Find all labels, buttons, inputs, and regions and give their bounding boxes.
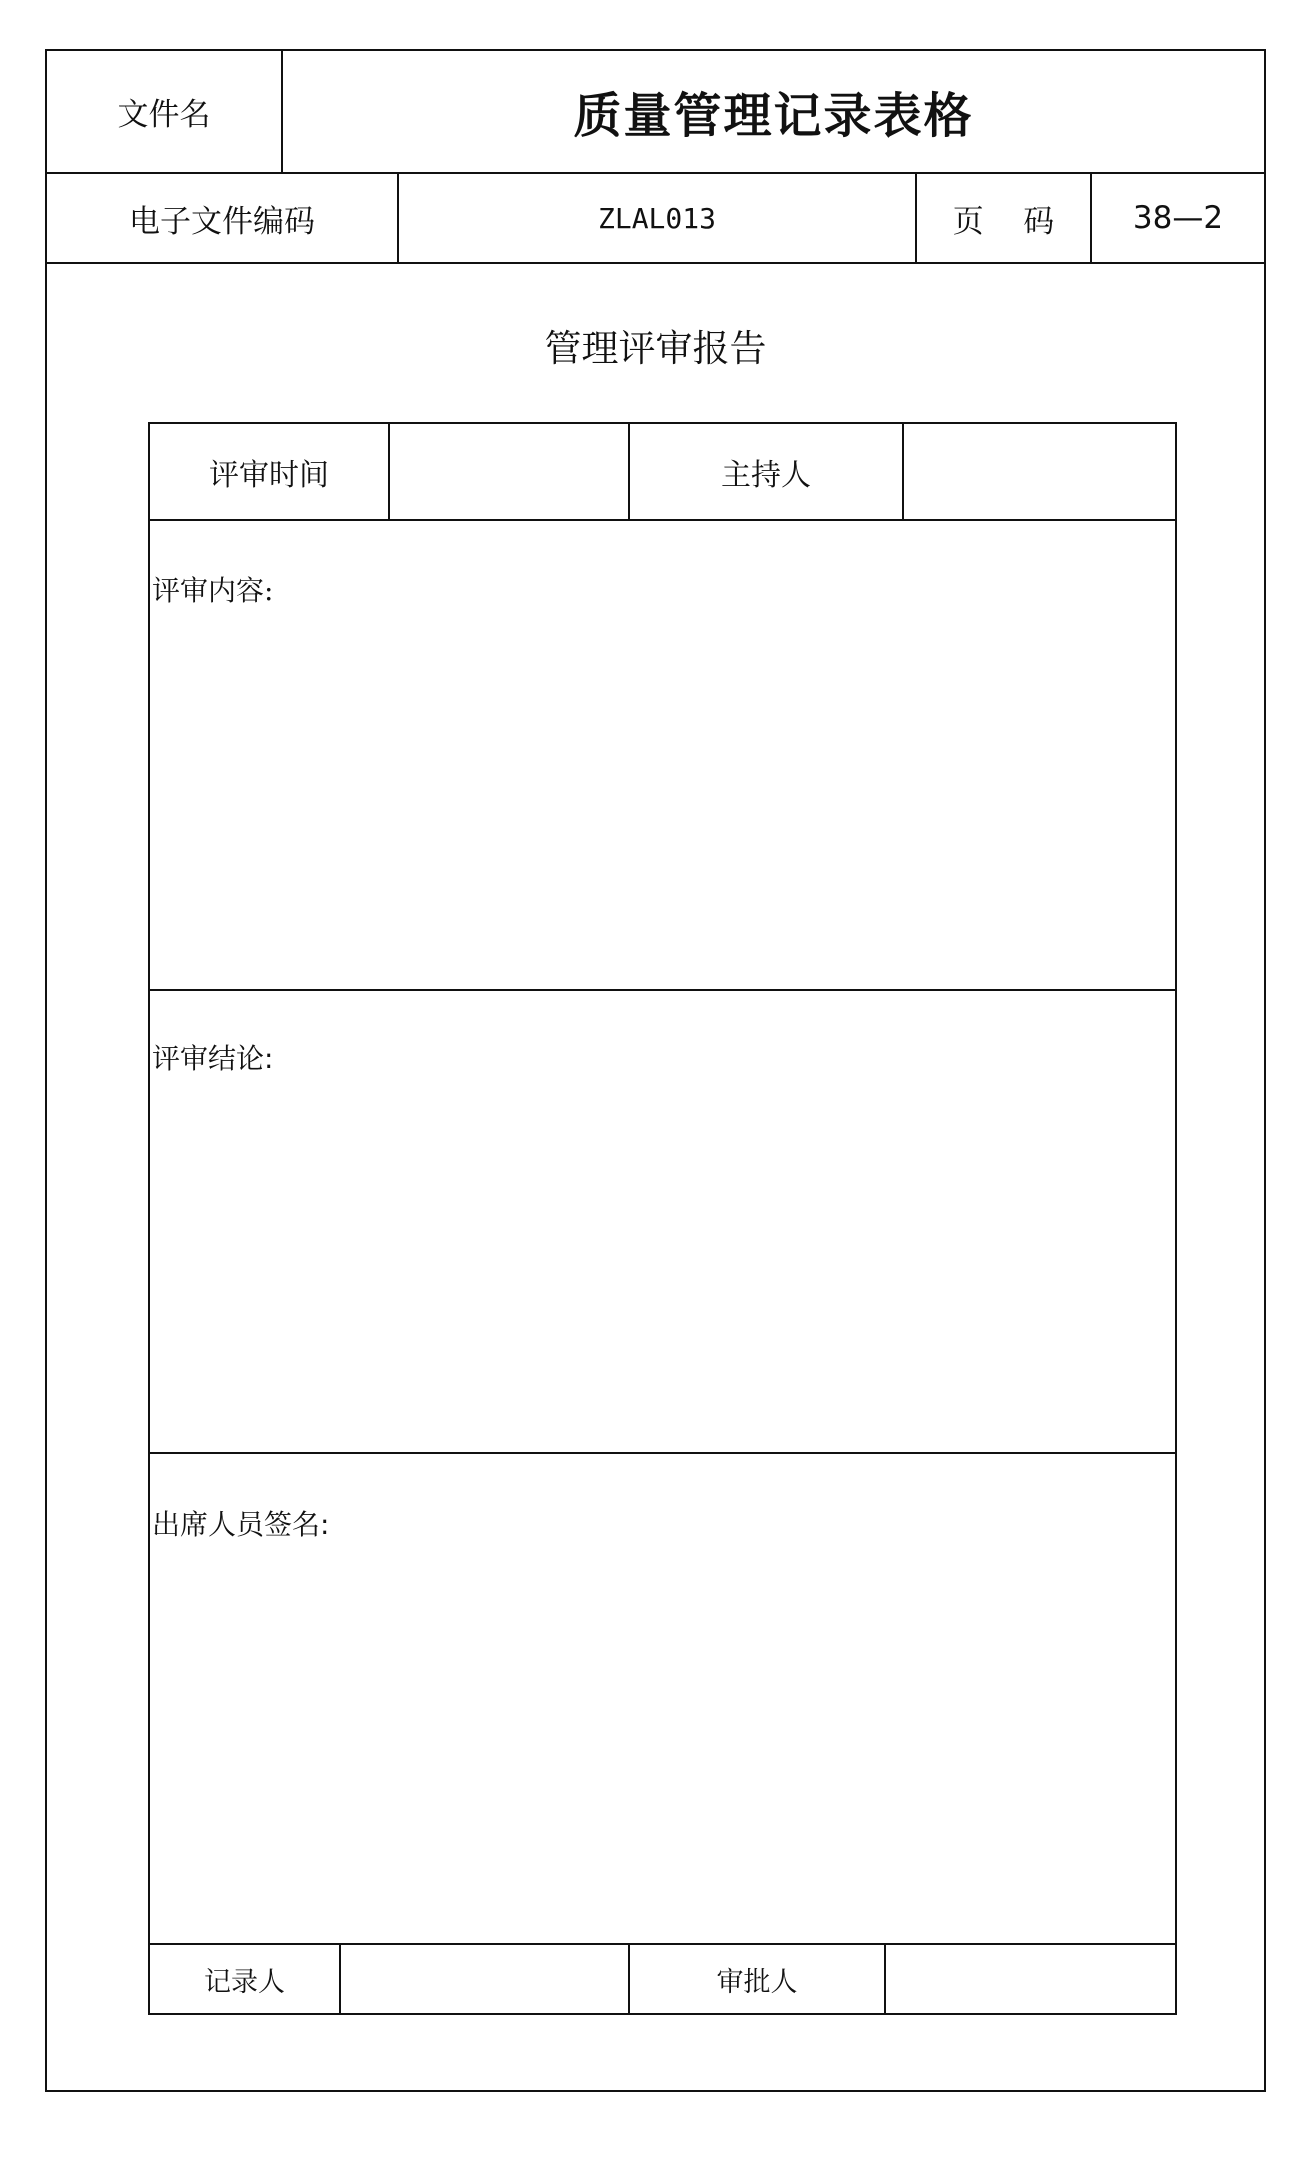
attendees-signature-label: 出席人员签名: [152, 1508, 330, 1541]
review-content-area[interactable] [150, 521, 1175, 989]
review-time-label: 评审时间 [209, 457, 329, 493]
recorder-label: 记录人 [204, 1966, 285, 1998]
electronic-code-label: 电子文件编码 [129, 203, 315, 240]
review-conclusion-area[interactable] [150, 991, 1175, 1452]
header-divider [45, 262, 1266, 264]
attendees-signature-area[interactable] [150, 1454, 1175, 1943]
approver-label: 审批人 [716, 1966, 798, 1998]
review-content-label: 评审内容: [152, 574, 274, 607]
file-name-label: 文件名 [117, 97, 211, 133]
page-label: 页 码 [952, 203, 1055, 240]
review-conclusion-label: 评审结论: [152, 1042, 274, 1075]
recorder-field[interactable] [341, 1945, 628, 2013]
host-label: 主持人 [721, 457, 811, 493]
report-title: 管理评审报告 [544, 327, 767, 370]
electronic-code-value: ZLAL013 [597, 201, 716, 235]
page-number: 38—2 [1132, 200, 1224, 236]
approver-field[interactable] [886, 1945, 1175, 2013]
host-field[interactable] [904, 424, 1175, 519]
review-time-field[interactable] [390, 424, 628, 519]
document-title: 质量管理记录表格 [573, 88, 974, 144]
